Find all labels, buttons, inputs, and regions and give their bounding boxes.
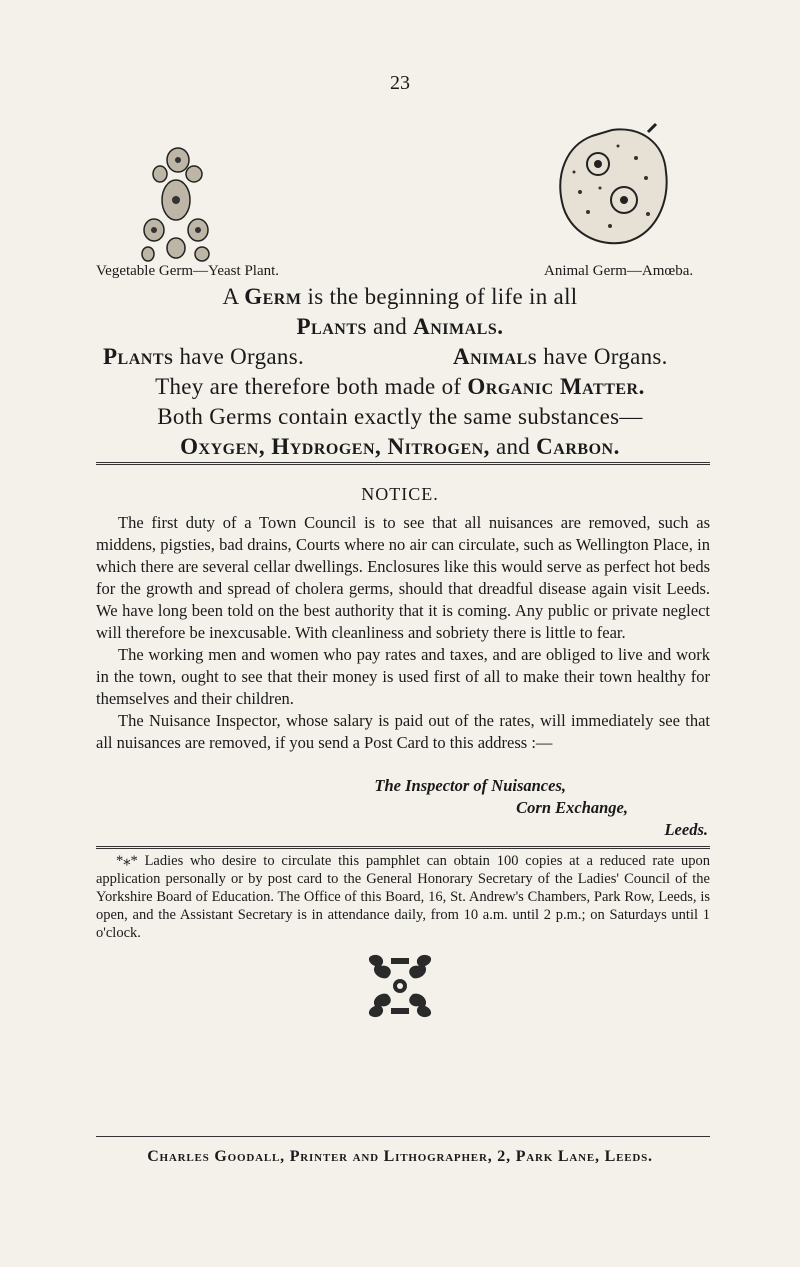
heading-word-plants: Plants <box>103 344 174 369</box>
notice-paragraph: The working men and women who pay rates and taxes, and are obliged to live and work in the town, ought to see that their money is used first of all to make their town healthy for themselves and their children. <box>96 645 710 708</box>
divider-rule <box>96 846 710 849</box>
heading-elements: Oxygen, Hydrogen, Nitrogen, <box>180 434 490 459</box>
heading-word-animals: Animals. <box>413 314 504 339</box>
heading-line-6 <box>0 434 800 460</box>
animals-organs <box>453 344 668 370</box>
heading-text: have Organs. <box>179 344 304 369</box>
notice-title: NOTICE. <box>361 484 439 504</box>
yeast-plant-illustration <box>140 138 212 266</box>
printer-ornament <box>367 952 433 1020</box>
footnote <box>96 852 710 942</box>
heading-text: is the beginning of life in all <box>307 284 578 309</box>
plants-organs <box>103 344 304 370</box>
yeast-caption: Vegetable Germ—Yeast Plant. <box>96 263 280 279</box>
notice-paragraph: The first duty of a Town Council is to see that all nuisances are removed, such as middens, pigsties, bad drains, Courts where no air can circulate, such as Wellington Place, in which there are several cellar dwellings. Enclosures like this would serve as perfect hot beds for the growth and spread of cholera germs, should that dreadful disease again visit Leeds. We have long been told on the best authority that it is coming. Any public or private neglect will therefore be inexcusable. With cleanliness and sobriety there is little to fear. <box>96 513 710 642</box>
heading-word-plants: Plants <box>296 314 367 339</box>
heading-text: They are therefore both made of <box>155 374 462 399</box>
amoeba-caption: Animal Germ—Amœba. <box>544 263 694 279</box>
heading-word-carbon: Carbon. <box>536 434 620 459</box>
heading-line-1 <box>0 284 800 310</box>
notice-body <box>96 512 710 754</box>
heading-line-5: Both Germs contain exactly the same substances— <box>157 404 643 429</box>
amoeba-illustration <box>552 122 672 250</box>
heading-text: have Organs. <box>543 344 668 369</box>
address-line-city: Leeds. <box>664 820 708 839</box>
divider-rule <box>96 462 710 465</box>
imprint-rule <box>96 1136 710 1137</box>
heading-line-2 <box>0 314 800 340</box>
heading-line-4 <box>0 374 800 400</box>
page-number: 23 <box>390 72 410 94</box>
address-line-exchange: Corn Exchange, <box>516 798 628 817</box>
printer-imprint: Charles Goodall, Printer and Lithographer, 2, Park Lane, Leeds. <box>147 1148 653 1165</box>
heading-word-germ: Germ <box>244 284 302 309</box>
heading-word: A <box>222 284 239 309</box>
heading-word-animals: Animals <box>453 344 538 369</box>
heading-word-organic-matter: Organic Matter. <box>467 374 645 399</box>
footnote-text: *⁎* Ladies who desire to circulate this pamphlet can obtain 100 copies at a reduced rate upon application personally or by post card to the General Honorary Secretary of the Ladies' Council of the Yorkshire Board of Education. The Office of this Board, 16, St. Andrew's Chambers, Park Row, Leeds, is open, and the Assistant Secretary is in attendance daily, from 10 a.m. until 2 p.m.; on Saturdays until 1 o'clock. <box>96 853 710 941</box>
notice-paragraph: The Nuisance Inspector, whose salary is paid out of the rates, will immediately see that all nuisances are removed, if you send a Post Card to this address :— <box>96 711 710 752</box>
heading-word: and <box>372 314 408 339</box>
address-line-inspector: The Inspector of Nuisances, <box>374 776 566 795</box>
heading-word: and <box>496 434 531 459</box>
